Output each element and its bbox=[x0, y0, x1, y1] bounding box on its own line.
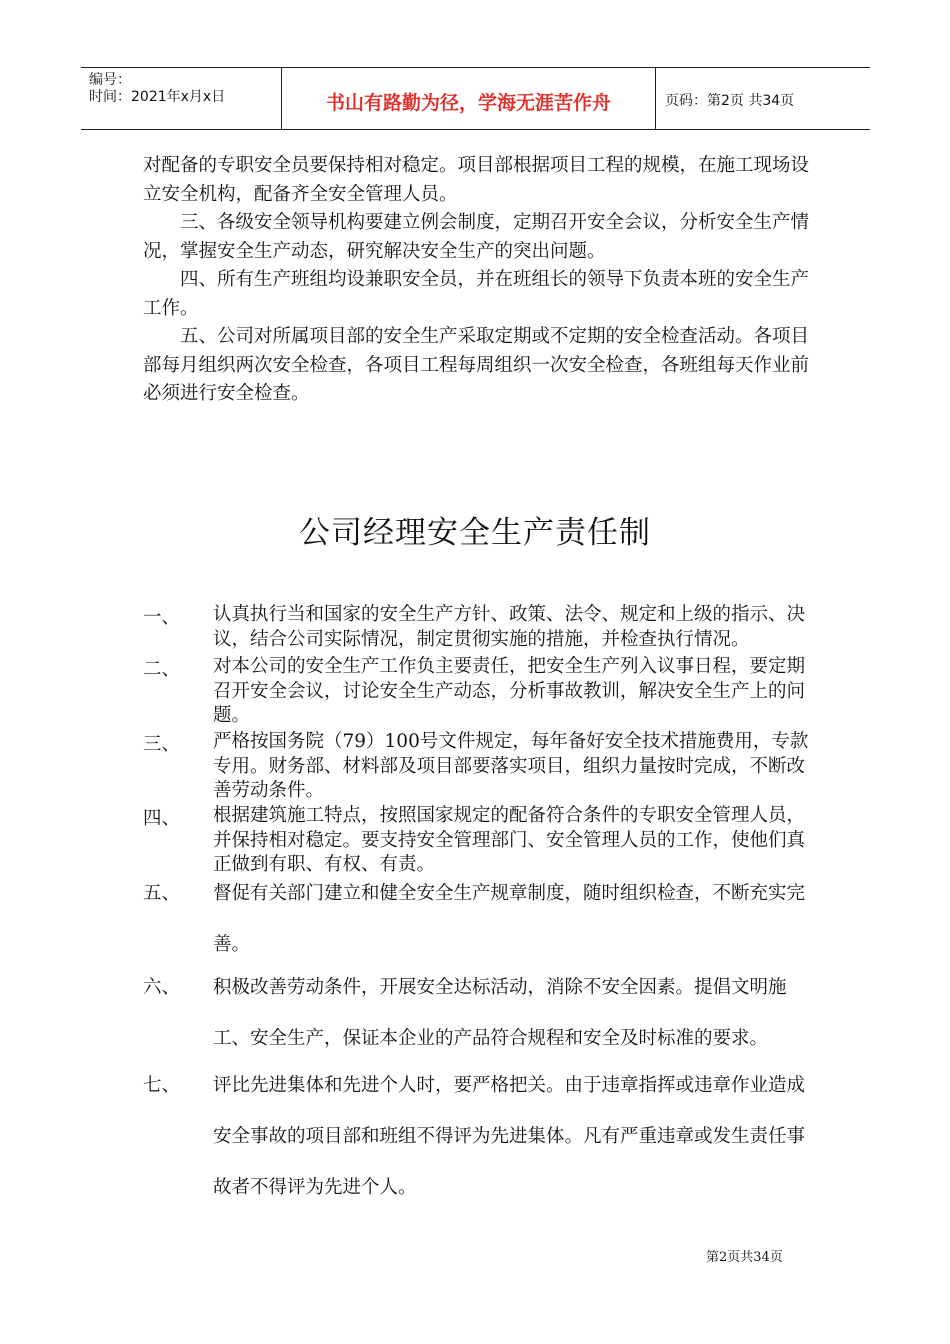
item-number: 一、 bbox=[143, 607, 181, 628]
item-text: 评比先进集体和先进个人时，要严格把关。由于违章指挥或违章作业造成安全事故的项目部和班组不得评为先进集体。凡有严重违章或发生责任事故者不得评为先进个人。 bbox=[213, 1075, 806, 1198]
header-table bbox=[81, 67, 870, 130]
item-text: 对本公司的安全生产工作负主要责任，把安全生产列入议事日程，要定期召开安全会议，讨论安全生产动态，分析事故教训，解决安全生产上的问题。 bbox=[213, 656, 806, 726]
item-text: 认真执行当和国家的安全生产方针、政策、法令、规定和上级的指示、决议，结合公司实际情况，制定贯彻实施的措施，并检查执行情况。 bbox=[213, 604, 806, 650]
item-number: 五、 bbox=[143, 883, 181, 904]
page-code: 页码：第2页 共34页 bbox=[665, 93, 795, 109]
item-text: 积极改善劳动条件，开展安全达标活动，消除不安全因素。提倡文明施工、安全生产，保证本企业的产品符合规程和安全及时标准的要求。 bbox=[213, 977, 787, 1049]
item-text: 根据建筑施工特点，按照国家规定的配备符合条件的专职安全管理人员，并保持相对稳定。要支持安全管理部门、安全管理人员的工作，使他们真正做到有职、有权、有责。 bbox=[213, 805, 806, 875]
motto: 书山有路勤为径，学海无涯苦作舟 bbox=[325, 92, 611, 114]
item-number: 二、 bbox=[143, 659, 181, 680]
document-title: 公司经理安全生产责任制 bbox=[299, 515, 651, 551]
item-number: 六、 bbox=[143, 977, 181, 998]
number-label: 编号： bbox=[89, 72, 131, 88]
page-footer: 第2页共34页 bbox=[706, 1250, 783, 1265]
intro-paragraph: 对配备的专职安全员要保持相对稳定。项目部根据项目工程的规模，在施工现场设立安全机构，配备齐全安全管理人员。 bbox=[143, 155, 810, 205]
item-text: 督促有关部门建立和健全安全生产规章制度，随时组织检查，不断充实完善。 bbox=[213, 883, 806, 955]
intro-paragraph: 三、各级安全领导机构要建立例会制度，定期召开安全会议，分析安全生产情况，掌握安全生产动态，研究解决安全生产的突出问题。 bbox=[143, 212, 810, 262]
intro-paragraph: 四、所有生产班组均设兼职安全员，并在班组长的领导下负责本班的安全生产工作。 bbox=[143, 269, 810, 319]
header-right-cell bbox=[655, 68, 870, 129]
item-number: 七、 bbox=[143, 1075, 181, 1096]
item-number: 三、 bbox=[143, 734, 181, 755]
header-motto-cell bbox=[281, 68, 656, 129]
intro-paragraph: 五、公司对所属项目部的安全生产采取定期或不定期的安全检查活动。各项目部每月组织两次安全检查，各项目工程每周组织一次安全检查，各班组每天作业前必须进行安全检查。 bbox=[143, 326, 810, 404]
header-left-cell bbox=[81, 68, 281, 129]
intro-section bbox=[143, 152, 813, 409]
item-text: 严格按国务院（79）100号文件规定，每年备好安全技术措施费用，专款专用。财务部、材料部及项目部要落实项目，组织力量按时完成，不断改善劳动条件。 bbox=[213, 731, 809, 801]
item-number: 四、 bbox=[143, 808, 181, 829]
time-label: 时间：2021年x月x日 bbox=[89, 89, 226, 105]
